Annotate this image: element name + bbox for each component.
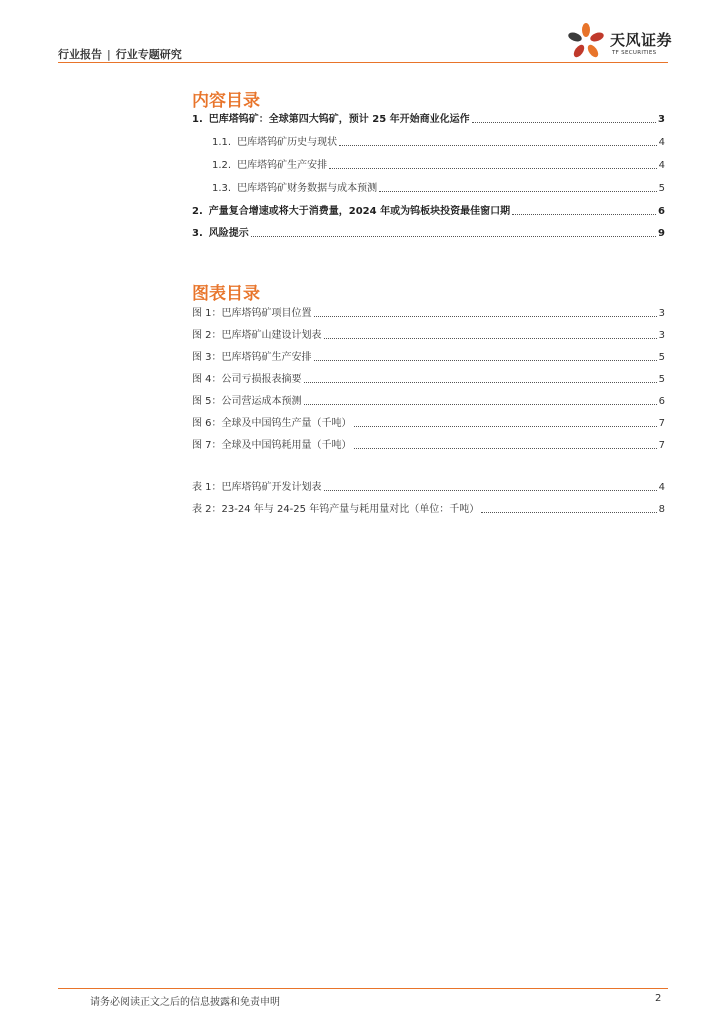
contents-title: 内容目录 [192, 91, 260, 111]
report-category: 行业报告 [58, 48, 102, 61]
toc-item-page: 4 [658, 160, 665, 171]
toc-leader [324, 490, 657, 491]
toc-item-page: 4 [658, 137, 665, 148]
breadcrumb-separator: | [107, 48, 111, 61]
toc-item-number: 2. [192, 206, 203, 217]
figure-item[interactable] [192, 328, 665, 342]
toc-item-number: 3. [192, 228, 203, 239]
figure-item-page: 7 [658, 440, 665, 451]
toc-leader [304, 404, 657, 405]
toc-item-text: 风险提示 [208, 228, 249, 239]
figure-item-text: 图 3：巴库塔钨矿生产安排 [192, 352, 312, 363]
toc-leader [329, 168, 657, 169]
toc-leader [314, 360, 657, 361]
figure-item-text: 图 2：巴库塔矿山建设计划表 [192, 330, 322, 341]
figure-item[interactable] [192, 416, 665, 430]
figure-item[interactable] [192, 372, 665, 386]
figure-item-text: 图 6：全球及中国钨生产量（千吨） [192, 418, 352, 429]
header-divider [58, 62, 668, 63]
table-item-page: 8 [658, 504, 665, 515]
figure-item[interactable] [192, 306, 665, 320]
table-item[interactable] [192, 502, 665, 516]
toc-item-page: 6 [658, 206, 665, 217]
toc-leader [251, 236, 656, 237]
footer-disclaimer: 请务必阅读正文之后的信息披露和免责申明 [90, 997, 280, 1008]
toc-item[interactable] [212, 158, 665, 172]
figure-item[interactable] [192, 394, 665, 408]
toc-item[interactable] [192, 226, 665, 240]
toc-item-text: 巴库塔钨矿生产安排 [237, 160, 328, 171]
toc-item-page: 9 [658, 228, 665, 239]
toc-leader [472, 122, 656, 123]
table-item-page: 4 [658, 482, 665, 493]
figure-item-page: 3 [658, 330, 665, 341]
toc-item[interactable] [192, 204, 665, 218]
toc-item-page: 3 [658, 114, 665, 125]
toc-item-text: 巴库塔钨矿：全球第四大钨矿，预计 25 年开始商业化运作 [208, 114, 470, 125]
figure-item[interactable] [192, 438, 665, 452]
toc-item-number: 1.3. [212, 183, 232, 194]
table-item-text: 表 2：23-24 年与 24-25 年钨产量与耗用量对比（单位：千吨） [192, 504, 480, 515]
page-number: 2 [655, 993, 662, 1004]
footer-divider [58, 988, 668, 989]
report-subcategory: 行业专题研究 [115, 48, 182, 61]
toc-leader [354, 426, 657, 427]
logo-name-en: TF SECURITIES [612, 50, 657, 56]
toc-item-number: 1. [192, 114, 203, 125]
toc-leader [314, 316, 657, 317]
toc-leader [512, 214, 656, 215]
figure-item-text: 图 5：公司营运成本预测 [192, 396, 302, 407]
table-item-text: 表 1：巴库塔钨矿开发计划表 [192, 482, 322, 493]
toc-item-page: 5 [658, 183, 665, 194]
figure-item-text: 图 1：巴库塔钨矿项目位置 [192, 308, 312, 319]
toc-item-text: 产量复合增速或将大于消费量，2024 年或为钨板块投资最佳窗口期 [208, 206, 511, 217]
toc-leader [324, 338, 657, 339]
logo-name-cn: 天风证券 [610, 31, 673, 49]
figures-title: 图表目录 [192, 284, 260, 304]
table-item[interactable] [192, 480, 665, 494]
toc-item-number: 1.1. [212, 137, 232, 148]
breadcrumb [58, 46, 182, 62]
toc-leader [379, 191, 657, 192]
figure-item-page: 5 [658, 352, 665, 363]
figure-item[interactable] [192, 350, 665, 364]
figure-item-text: 图 7：全球及中国钨耗用量（千吨） [192, 440, 352, 451]
figure-item-page: 3 [658, 308, 665, 319]
logo-flower-icon [566, 22, 606, 62]
toc-leader [481, 512, 656, 513]
toc-leader [339, 145, 657, 146]
company-logo [560, 20, 673, 60]
toc-item[interactable] [192, 112, 665, 126]
toc-leader [304, 382, 657, 383]
figure-item-page: 5 [658, 374, 665, 385]
page-header [58, 31, 673, 70]
toc-item-text: 巴库塔钨矿财务数据与成本预测 [237, 183, 378, 194]
figure-item-page: 6 [658, 396, 665, 407]
toc-item[interactable] [212, 135, 665, 149]
toc-item[interactable] [212, 181, 665, 195]
toc-item-text: 巴库塔钨矿历史与现状 [237, 137, 338, 148]
figure-item-text: 图 4：公司亏损报表摘要 [192, 374, 302, 385]
toc-leader [354, 448, 657, 449]
figure-item-page: 7 [658, 418, 665, 429]
toc-item-number: 1.2. [212, 160, 232, 171]
